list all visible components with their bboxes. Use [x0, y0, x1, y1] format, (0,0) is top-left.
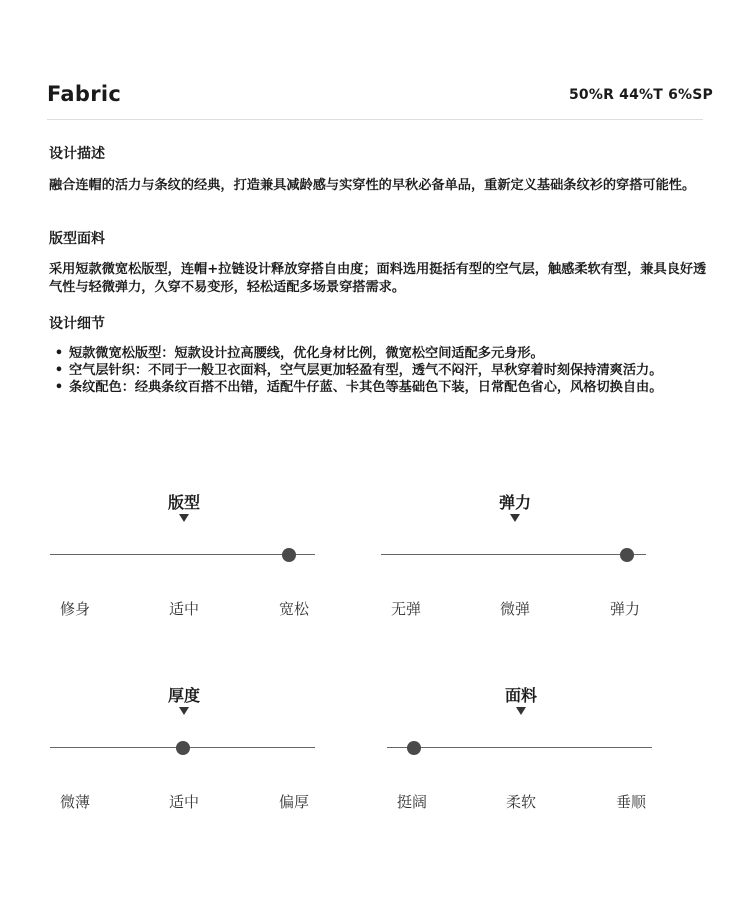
gauge-elasticity: [381, 490, 651, 630]
gauge-track: [381, 554, 646, 555]
gauge-label-left: 修身: [59, 600, 91, 618]
gauge-label-right: 宽松: [278, 600, 310, 618]
design-description-text: 融合连帽的活力与条纹的经典，打造兼具减龄感与实穿性的早秋必备单品，重新定义基础条纹衫的穿搭可能性。: [49, 178, 696, 193]
gauge-label-right: 弹力: [609, 600, 641, 618]
gauge-label-middle: 适中: [168, 600, 200, 618]
gauge-arrow-icon: [179, 514, 189, 522]
list-item-text: 条纹配色：经典条纹百搭不出错，适配牛仔蓝、卡其色等基础色下装，日常配色省心，风格切换自由。: [69, 380, 663, 395]
section-heading-fit-fabric: 版型面料: [49, 231, 105, 247]
design-details-list: [49, 345, 711, 396]
gauge-fit: [50, 490, 320, 630]
gauge-fabric-feel: [387, 683, 657, 823]
gauge-arrow-icon: [179, 707, 189, 715]
list-item-text: 空气层针织：不同于一般卫衣面料，空气层更加轻盈有型，透气不闷汗，早秋穿着时刻保持清爽活力。: [69, 363, 663, 378]
gauge-knob: [176, 741, 190, 755]
gauge-track: [50, 554, 315, 555]
gauge-thickness: [50, 683, 320, 823]
page-title: Fabric: [47, 82, 122, 106]
gauge-label-right: 偏厚: [278, 793, 310, 811]
list-item: • 空气层针织：不同于一般卫衣面料，空气层更加轻盈有型，透气不闷汗，早秋穿着时刻保持清爽活力。: [54, 363, 663, 378]
gauge-title: 面料: [504, 686, 538, 705]
fabric-composition: 50%R 44%T 6%SP: [568, 87, 713, 103]
list-item: • 条纹配色：经典条纹百搭不出错，适配牛仔蓝、卡其色等基础色下装，日常配色省心，风格切换自由。: [54, 380, 663, 395]
list-item-text: 短款微宽松版型：短款设计拉高腰线，优化身材比例，微宽松空间适配多元身形。: [69, 346, 544, 361]
section-heading-design-details: 设计细节: [49, 316, 105, 332]
gauge-knob: [407, 741, 421, 755]
gauge-label-left: 无弹: [390, 600, 422, 618]
gauge-title: 弹力: [498, 493, 532, 512]
header: [47, 82, 713, 120]
gauge-track: [387, 747, 652, 748]
gauge-label-left: 挺阔: [396, 793, 428, 811]
section-heading-design-description: 设计描述: [49, 146, 105, 162]
gauge-label-middle: 适中: [168, 793, 200, 811]
fit-fabric-text: 采用短款微宽松版型，连帽+拉链设计释放穿搭自由度；面料选用挺括有型的空气层，触感柔软有型，兼具良好透气性与轻微弹力，久穿不易变形，轻松适配多场景穿搭需求。: [49, 262, 707, 295]
gauge-arrow-icon: [510, 514, 520, 522]
divider: [47, 119, 703, 120]
gauge-label-left: 微薄: [59, 793, 91, 811]
list-item: • 短款微宽松版型：短款设计拉高腰线，优化身材比例，微宽松空间适配多元身形。: [54, 346, 544, 361]
gauge-title: 版型: [167, 493, 201, 512]
gauge-knob: [282, 548, 296, 562]
gauge-label-right: 垂顺: [615, 793, 647, 811]
gauge-arrow-icon: [516, 707, 526, 715]
gauge-label-middle: 柔软: [505, 793, 537, 811]
gauge-label-middle: 微弹: [499, 600, 531, 618]
gauge-title: 厚度: [167, 686, 201, 705]
gauge-knob: [620, 548, 634, 562]
